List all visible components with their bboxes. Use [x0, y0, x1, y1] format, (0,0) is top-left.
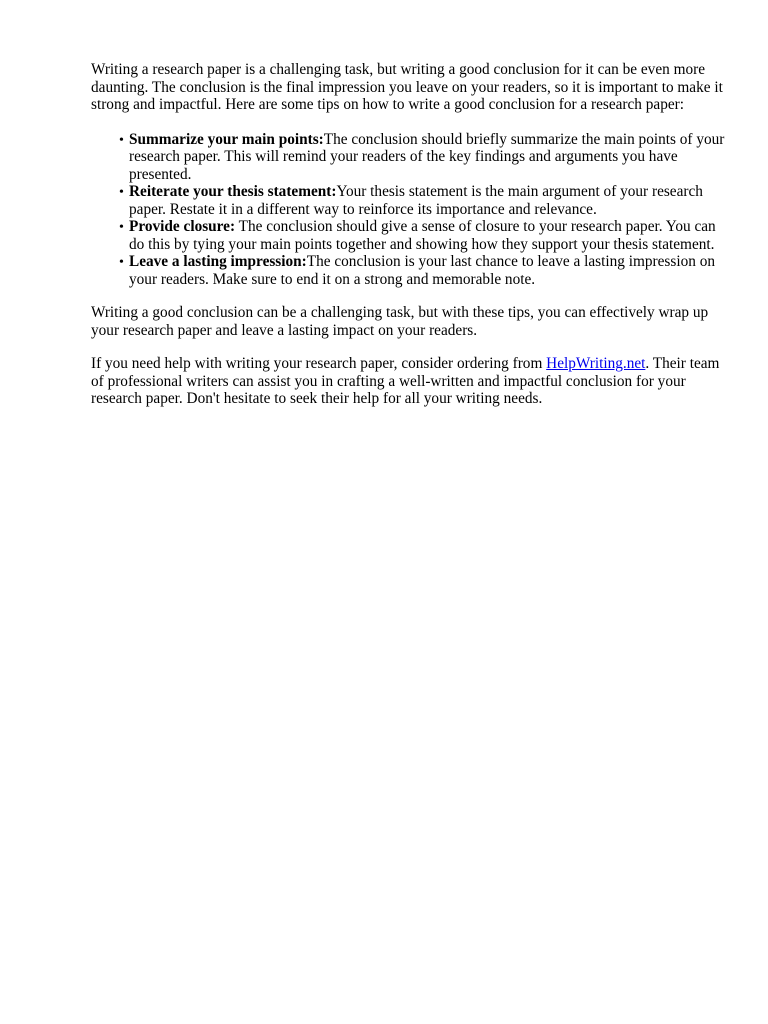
tip-title: Reiterate your thesis statement: [129, 183, 337, 200]
intro-paragraph: Writing a research paper is a challenging task, but writing a good conclusion for it can be even more daunting. The conclusion is the final impression you leave on your readers, so it is important to make it strong and impactful. Here are some tips on how to write a good conclusion for a research paper: [91, 61, 723, 113]
tip-text: The conclusion should briefly summarize the main points of your research paper. This will remind your readers of the key findings and arguments you have presented. [129, 130, 725, 183]
tip-text: Your thesis statement is the main argument of your research paper. Restate it in a different way to reinforce its importance and relevance. [129, 183, 703, 218]
helpwriting-link[interactable]: HelpWriting.net [546, 355, 646, 372]
bullet-icon: • [119, 185, 124, 200]
tips-list [91, 131, 731, 289]
tip-item [119, 183, 731, 218]
tip-item [119, 218, 731, 253]
tip-item [119, 130, 731, 184]
tip-item [119, 253, 731, 288]
tip-title: Summarize your main points: [129, 130, 324, 148]
bullet-icon: • [119, 132, 124, 148]
help-text-before: If you need help with writing your research paper, consider ordering from [91, 355, 547, 372]
tip-text: The conclusion is your last chance to leave a lasting impression on your readers. Make sure to end it on a strong and memorable note. [129, 253, 716, 288]
tip-title: Leave a lasting impression: [129, 253, 307, 270]
help-paragraph [91, 355, 731, 408]
document-page [91, 61, 731, 408]
tip-title: Provide closure: [129, 218, 236, 235]
bullet-icon: • [119, 220, 124, 235]
help-text-after: . Their team of professional writers can assist you in crafting a well-written and impactful conclusion for your research paper. Don't hesitate to seek their help for all your writing needs. [91, 355, 720, 407]
closing-paragraph: Writing a good conclusion can be a challenging task, but with these tips, you can effectively wrap up your research paper and leave a lasting impact on your readers. [91, 304, 709, 339]
bullet-icon: • [119, 255, 124, 270]
tip-text: The conclusion should give a sense of closure to your research paper. You can do this by tying your main points together and showing how they support your thesis statement. [129, 218, 716, 253]
